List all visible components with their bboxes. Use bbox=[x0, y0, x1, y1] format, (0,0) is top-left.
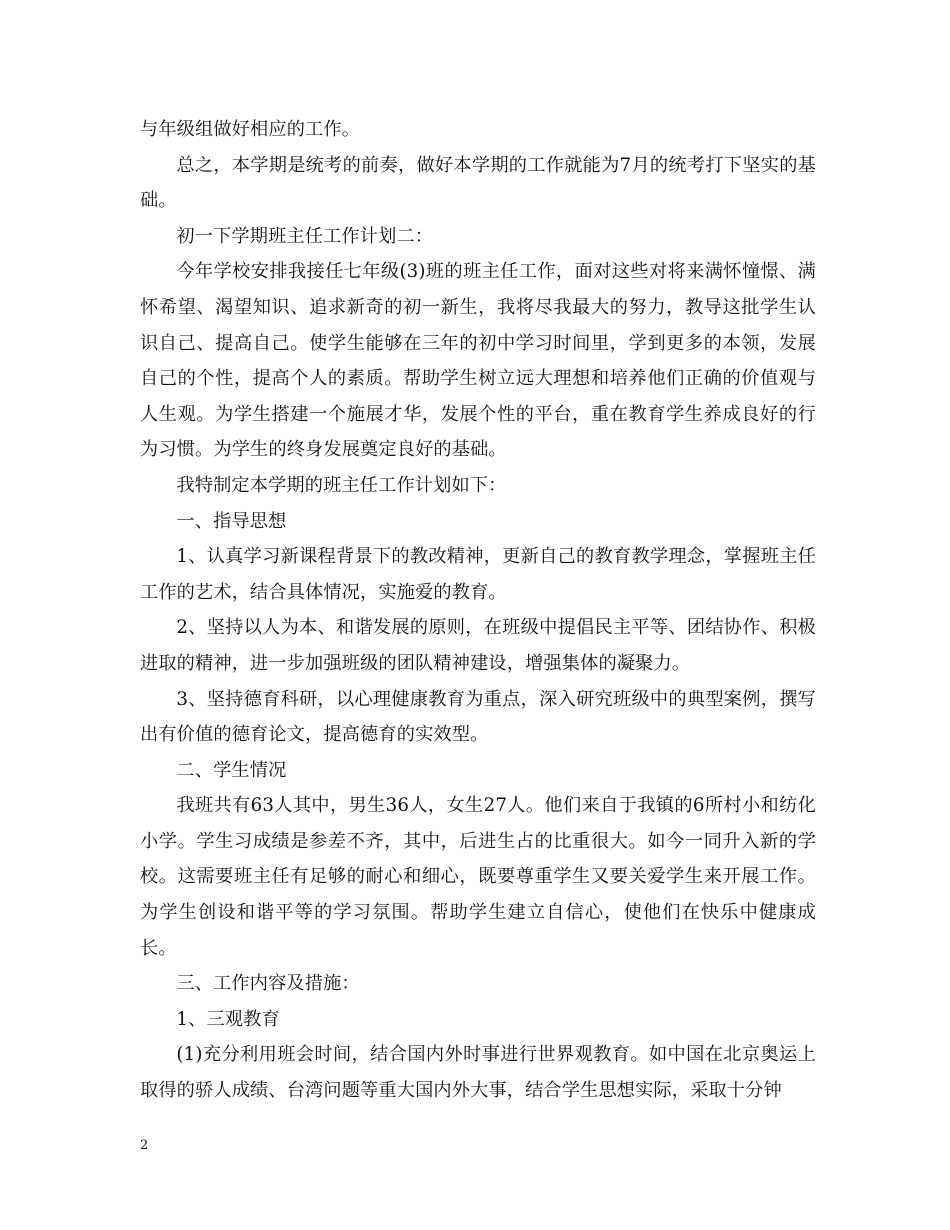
paragraph: (1)充分利用班会时间，结合国内外时事进行世界观教育。如中国在北京奥运上取得的骄人成绩、台湾问题等重大国内外大事，结合学生思想实际，采取十分钟 bbox=[140, 1044, 816, 1102]
page-number: 2 bbox=[140, 1138, 149, 1153]
paragraph: 我班共有63人其中，男生36人，女生27人。他们来自于我镇的6所村小和纺化小学。学生习成绩是参差不齐，其中，后进生占的比重很大。如今一同升入新的学校。这需要班主任有足够的耐心和细心，既要尊重学生又要关爱学生来开展工作。为学生创设和谐平等的学习氛围。帮助学生建立自信心，使他们在快乐中健康成长。 bbox=[140, 795, 816, 959]
section-heading: 二、学生情况 bbox=[176, 759, 287, 781]
document-body bbox=[140, 112, 816, 1109]
list-item: 3、坚持德育科研，以心理健康教育为重点，深入研究班级中的典型案例，撰写出有价值的德育论文，提高德育的实效型。 bbox=[140, 688, 816, 746]
list-item: 2、坚持以人为本、和谐发展的原则，在班级中提倡民主平等、团结协作、积极进取的精神，进一步加强班级的团队精神建设，增强集体的凝聚力。 bbox=[140, 617, 816, 674]
paragraph: 今年学校安排我接任七年级(3)班的班主任工作，面对这些对将来满怀憧憬、满怀希望、渴望知识、追求新奇的初一新生，我将尽我最大的努力，教导这批学生认识自己、提高自己。使学生能够在三年的初中学习时间里，学到更多的本领，发展自己的个性，提高个人的素质。帮助学生树立远大理想和培养他们正确的价值观与人生观。为学生搭建一个施展才华，发展个性的平台，重在教育学生养成良好的行为习惯。为学生的终身发展奠定良好的基础。 bbox=[140, 261, 816, 461]
paragraph: 与年级组做好相应的工作。 bbox=[140, 119, 361, 140]
paragraph: 总之，本学期是统考的前奏，做好本学期的工作就能为7月的统考打下坚实的基础。 bbox=[140, 154, 816, 212]
subsection-heading: 1、三观教育 bbox=[176, 1008, 280, 1030]
section-heading: 三、工作内容及措施： bbox=[176, 973, 360, 995]
section-title: 初一下学期班主任工作计划二： bbox=[176, 225, 434, 247]
paragraph: 我特制定本学期的班主任工作计划如下： bbox=[176, 474, 507, 496]
section-heading: 一、指导思想 bbox=[176, 510, 287, 532]
list-item: 1、认真学习新课程背景下的教改精神，更新自己的教育教学理念，掌握班主任工作的艺术，结合具体情况，实施爱的教育。 bbox=[140, 546, 816, 603]
